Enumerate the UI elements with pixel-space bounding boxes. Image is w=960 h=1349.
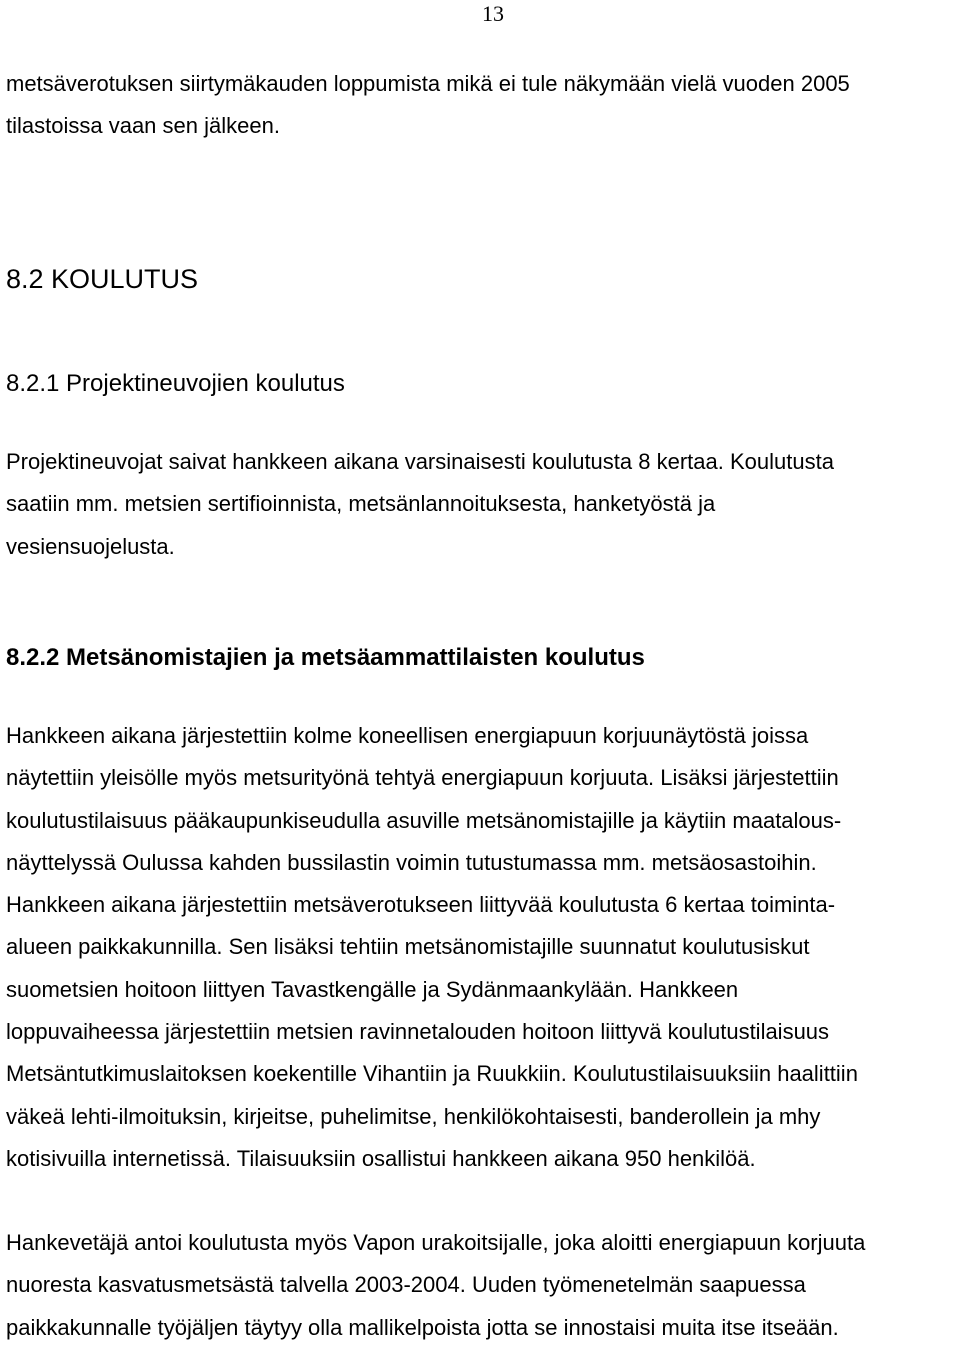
paragraph-projektineuvojat xyxy=(6,441,956,568)
text-line: metsäverotuksen siirtymäkauden loppumista mikä ei tule näkymään vielä vuoden 2005 xyxy=(6,71,850,96)
text-line: Hankevetäjä antoi koulutusta myös Vapon urakoitsijalle, joka aloitti energiapuun korjuuta xyxy=(6,1230,866,1255)
text-line: Metsäntutkimuslaitoksen koekentille Vihantiin ja Ruukkiin. Koulutustilaisuuksiin haalittiin xyxy=(6,1061,858,1087)
text-line: nuoresta kasvatusmetsästä talvella 2003-2004. Uuden työmenetelmän saapuessa xyxy=(6,1272,806,1298)
text-line: paikkakunnalle työjäljen täytyy olla mallikelpoista jotta se innostaisi muita itse itseään. xyxy=(6,1314,839,1340)
text-line: näyttelyssä Oulussa kahden bussilastin voimin tutustumassa mm. metsäosastoihin. xyxy=(6,849,817,875)
text-line: koulutustilaisuus pääkaupunkiseudulla asuville metsänomistajille ja käytiin maatalous- xyxy=(6,807,842,833)
text-line: Projektineuvojat saivat hankkeen aikana varsinaisesti koulutusta 8 kertaa. Koulutusta xyxy=(6,449,834,474)
subsection-heading-projektineuvojien-koulutus: 8.2.1 Projektineuvojien koulutus xyxy=(6,370,345,397)
text-line: Hankkeen aikana järjestettiin kolme koneellisen energiapuun korjuunäytöstä joissa xyxy=(6,723,809,748)
text-line: saatiin mm. metsien sertifioinnista, metsänlannoituksesta, hanketyöstä ja xyxy=(6,491,716,517)
text-line: alueen paikkakunnilla. Sen lisäksi tehtiin metsänomistajille suunnatut koulutusiskut xyxy=(6,934,810,960)
text-line: suometsien hoitoon liittyen Tavastkengälle ja Sydänmaankylään. Hankkeen xyxy=(6,976,739,1002)
text-line: loppuvaiheessa järjestettiin metsien ravinnetalouden hoitoon liittyvä koulutustilaisuus xyxy=(6,1019,830,1045)
page-number: 13 xyxy=(482,1,504,26)
text-line: vesiensuojelusta. xyxy=(6,533,175,559)
text-line: tilastoissa vaan sen jälkeen. xyxy=(6,113,280,139)
section-heading-koulutus: 8.2 KOULUTUS xyxy=(6,264,199,294)
paragraph-vapon-urakoitsija xyxy=(6,1222,956,1349)
subsection-heading-metsanomistajien-koulutus: 8.2.2 Metsänomistajien ja metsäammattilaisten koulutus xyxy=(6,644,645,671)
text-line: väkeä lehti-ilmoituksin, kirjeitse, puhelimitse, henkilökohtaisesti, banderollein ja mhy xyxy=(6,1103,821,1129)
text-line: Hankkeen aikana järjestettiin metsäverotukseen liittyvää koulutusta 6 kertaa toiminta- xyxy=(6,892,836,918)
continuation-paragraph xyxy=(6,63,956,148)
paragraph-metsanomistajat xyxy=(6,715,956,1180)
text-line: näytettiin yleisölle myös metsurityönä tehtyä energiapuun korjuuta. Lisäksi järjestettiin xyxy=(6,765,839,791)
text-line: kotisivuilla internetissä. Tilaisuuksiin osallistui hankkeen aikana 950 henkilöä. xyxy=(6,1145,756,1171)
